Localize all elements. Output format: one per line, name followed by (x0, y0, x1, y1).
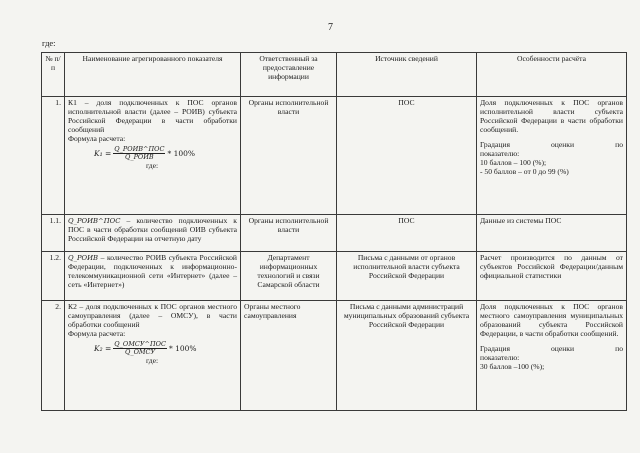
row-source: Письма с данными администраций муниципальных образований субъекта Российской Федерации (337, 301, 477, 411)
calc-text: Доля подключенных к ПОС органов местного самоуправления муниципальных образований субъекта Российской Федерации, в части обработки сообщений. (480, 302, 623, 338)
formula-tail: * 100% (167, 148, 196, 158)
row-name-cell (65, 97, 241, 215)
row-calc-cell (477, 301, 627, 411)
formula-where: где: (146, 161, 159, 171)
table-row (42, 252, 627, 301)
calc-text: Доля подключенных к ПОС органов исполнительной власти субъекта Российской Федерации в части обработки сообщений. (480, 98, 623, 134)
formula-tail: * 100% (168, 343, 197, 353)
header-responsible: Ответственный за предоставление информации (241, 53, 337, 97)
row-num: 1. (42, 97, 65, 215)
row-calc: Данные из системы ПОС (477, 215, 627, 252)
row-source: Письма с данными от органов исполнительной власти субъекта Российской Федерации (337, 252, 477, 301)
header-source: Источник сведений (337, 53, 477, 97)
calc-line: 30 баллов –100 (%); (480, 361, 545, 371)
row-name: К2 – доля подключенных к ПОС органов местного самоуправления (далее – ОМСУ), в части обработки сообщений (68, 302, 237, 329)
header-calc: Особенности расчёта (477, 53, 627, 97)
formula-lhs: K₁ = (94, 148, 112, 158)
calc-gradation: Градация оценки по (480, 139, 623, 149)
formula-label: Формула расчета: (68, 328, 126, 338)
page-number: 7 (328, 22, 333, 33)
row-name: К1 – доля подключенных к ПОС органов исполнительной власти (далее – РОИВ) субъекта Российской Федерации в части обработки сообщений (68, 98, 237, 134)
row-name-cell (65, 215, 241, 252)
formula-k2 (94, 341, 197, 357)
formula-where: где: (146, 356, 159, 366)
formula-label: Формула расчета: (68, 133, 126, 143)
formula-numerator: Q_РОИВ^ПОС (114, 144, 165, 153)
header-num: № п/п (42, 53, 65, 97)
row-name-cell (65, 252, 241, 301)
calc-line: - 50 баллов – от 0 до 99 (%) (480, 166, 569, 176)
header-name: Наименование агрегированного показателя (65, 53, 241, 97)
row-calc: Расчет производится по данным от субъектов Российской Федерации/данным официальной статистики (477, 252, 627, 301)
table-header-row (42, 53, 627, 97)
row-responsible: Органы исполнительной власти (241, 97, 337, 215)
row-name: – количество РОИВ субъекта Российской Федерации, подключенных к информационно-телекоммуникационной сети «Интернет» (далее – сеть «Интернет») (68, 253, 237, 289)
formula-denominator: Q_РОИВ (124, 153, 154, 162)
formula-lhs: K₂ = (94, 343, 112, 353)
row-responsible: Департамент информационных технологий и связи Самарской области (241, 252, 337, 301)
indicators-table (41, 52, 627, 411)
row-responsible: Органы исполнительной власти (241, 215, 337, 252)
formula-denominator: Q_ОМСУ (124, 348, 156, 357)
row-symbol: Q_РОИВ^ПОС (68, 217, 121, 225)
table-row (42, 215, 627, 252)
table-row (42, 301, 627, 411)
row-symbol: Q_РОИВ (68, 254, 99, 262)
row-calc-cell (477, 97, 627, 215)
calc-line: 10 баллов – 100 (%); (480, 157, 547, 167)
formula-k1 (94, 146, 195, 162)
formula-fraction (113, 146, 165, 162)
formula-numerator: Q_ОМСУ^ПОС (114, 339, 166, 348)
row-num: 1.1. (42, 215, 65, 252)
row-name-cell (65, 301, 241, 411)
row-num: 1.2. (42, 252, 65, 301)
row-source: ПОС (337, 215, 477, 252)
calc-gradation-tail: показателю: (480, 148, 520, 158)
row-num: 2. (42, 301, 65, 411)
formula-fraction (113, 341, 167, 357)
calc-gradation: Градация оценки по (480, 343, 623, 353)
row-name: – количество подключенных к ПОС в части обработки сообщений ОИВ субъекта Российской Федерации на отчетную дату (68, 216, 237, 243)
where-label: где: (42, 38, 56, 48)
row-source: ПОС (337, 97, 477, 215)
table-row (42, 97, 627, 215)
row-responsible: Органы местного самоуправления (241, 301, 337, 411)
calc-gradation-tail: показателю: (480, 352, 520, 362)
